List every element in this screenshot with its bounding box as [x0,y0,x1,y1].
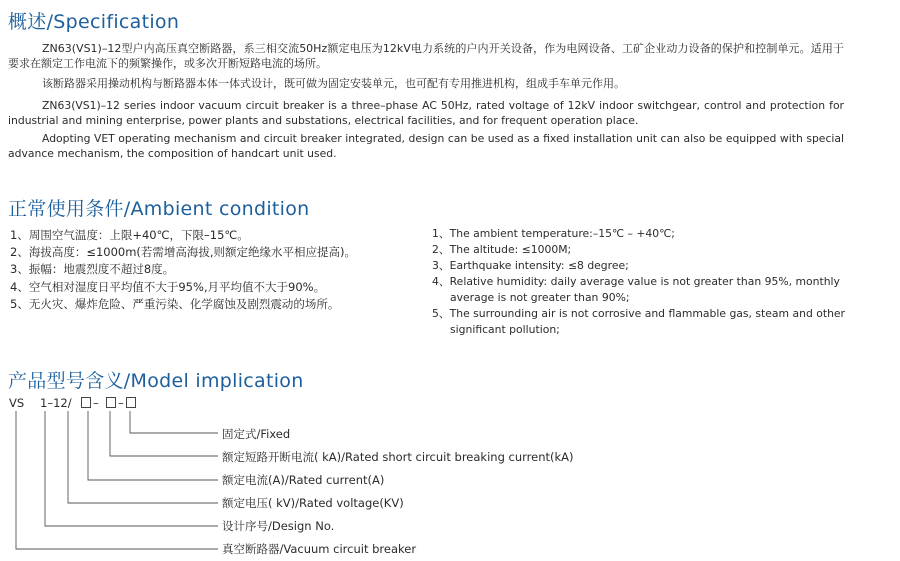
model-code-vs: VS [9,396,25,410]
connector-design-no [45,411,218,526]
model-code-dash-1: – [93,396,99,410]
spec-en-paragraph-2: Adopting VET operating mechanism and circuit breaker integrated, design can be used as a fixed installation unit can also be equipped with special advance mechanism, the composition of handcart unit used. [8,132,844,160]
model-label-rated-voltage: 额定电压( kV)/Rated voltage(KV) [222,496,404,510]
ambient-en-item-5: 5、The surrounding air is not corrosive and flammable gas, steam and other [432,307,845,320]
ambient-en-item-4: 4、Relative humidity: daily average value is not greater than 95%, monthly [432,275,840,288]
model-label-breaking-current: 额定短路开断电流( kA)/Rated short circuit breaking current(kA) [222,450,574,464]
ambient-cn-item-2: 2、海拔高度：≤1000m(若需增高海拔,则额定绝缘水平相应提高)。 [10,245,357,259]
connector-breaking-current [110,411,218,456]
ambient-cn-item-5: 5、无火灾、爆炸危险、严重污染、化学腐蚀及剧烈震动的场所。 [10,297,340,311]
connector-rated-voltage [68,411,218,503]
spec-en-paragraph-1: ZN63(VS1)–12 series indoor vacuum circuit breaker is a three–phase AC 50Hz, rated voltage of 12kV indoor switchgear, control and protection for industrial and mining enterprise, power plants and substations, electrical facilities, and for frequent operation place. [8,99,844,127]
spec-cn-paragraph-1: ZN63(VS1)–12型户内高压真空断路器，系三相交流50Hz额定电压为12kV电力系统的户内开关设备，作为电网设备、工矿企业动力设备的保护和控制单元。适用于要求在额定工作电流下的频繁操作，或多次开断短路电流的场所。 [8,42,844,70]
model-heading: 产品型号含义/Model implication [8,370,304,392]
ambient-en-item-4-cont: average is not greater than 90%; [450,291,630,304]
model-code-number: 1–12/ [40,396,72,410]
ambient-en-item-3: 3、Earthquake intensity: ≤8 degree; [432,259,629,272]
ambient-en-item-5-cont: significant pollution; [450,323,560,336]
model-code-dash-2: – [118,396,124,410]
ambient-cn-item-3: 3、振幅：地震烈度不超过8度。 [10,262,175,276]
specification-heading: 概述/Specification [8,11,180,33]
connector-fixed [130,411,218,433]
ambient-en-item-2: 2、The altitude: ≤1000M; [432,243,572,256]
spec-cn-paragraph-2: 该断路器采用操动机构与断路器本体一体式设计，既可做为固定安装单元，也可配有专用推进机构，组成手车单元作用。 [42,77,625,90]
model-label-rated-current: 额定电流(A)/Rated current(A) [222,473,385,487]
model-label-vacuum-breaker: 真空断路器/Vacuum circuit breaker [222,542,417,556]
ambient-cn-item-4: 4、空气相对湿度日平均值不大于95%,月平均值不大于90%。 [10,280,326,294]
connector-rated-current [88,411,218,480]
ambient-en-item-1: 1、The ambient temperature:–15℃ – +40℃; [432,227,675,240]
ambient-heading: 正常使用条件/Ambient condition [8,198,310,220]
model-label-fixed: 固定式/Fixed [222,427,291,441]
ambient-cn-item-1: 1、周围空气温度：上限+40℃，下限–15℃。 [10,228,249,242]
model-label-design-no: 设计序号/Design No. [222,519,335,533]
